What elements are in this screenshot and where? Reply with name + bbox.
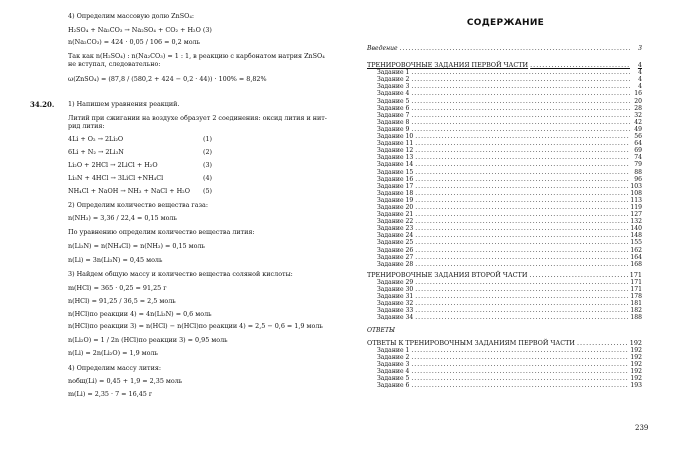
- toc-entry[interactable]: [367, 368, 642, 375]
- toc-entry[interactable]: [367, 154, 642, 161]
- text-line: n(HCl) = 91,25 / 36,5 = 2,5 моль: [68, 297, 176, 305]
- toc-page-number: 74: [634, 154, 642, 162]
- text-line: не вступал, следовательно:: [68, 60, 161, 68]
- toc-leader-dots: [415, 293, 628, 300]
- equation: 4Li + O₂ → 2Li₂O: [68, 135, 124, 143]
- toc-leader-dots: [415, 190, 628, 197]
- toc-leader-dots: [415, 211, 628, 218]
- toc-leader-dots: [415, 133, 630, 140]
- toc-entry[interactable]: [367, 98, 642, 105]
- toc-page-number: 103: [630, 182, 642, 190]
- toc-page-number: 192: [630, 346, 642, 354]
- toc-page-number: 3: [638, 45, 642, 52]
- toc-page-number: 162: [630, 246, 642, 254]
- toc-section-1[interactable]: [367, 62, 642, 69]
- toc-label: Задание 11: [377, 140, 414, 148]
- toc-leader-dots: [415, 300, 628, 307]
- toc-page-number: 69: [634, 147, 642, 155]
- text-line: рид лития:: [68, 122, 105, 130]
- toc-entry[interactable]: [367, 183, 642, 190]
- toc-leader-dots: [415, 204, 628, 211]
- toc-entry[interactable]: [367, 197, 642, 204]
- toc-entry[interactable]: [367, 254, 642, 261]
- toc-label: Задание 1: [377, 69, 410, 77]
- toc-leader-dots: [411, 375, 628, 382]
- toc-label: Задание 2: [377, 76, 410, 84]
- toc-label: Задание 30: [377, 286, 414, 293]
- text-line: n(HCl)по реакции 4) = 4n(Li₃N) = 0,6 моль: [68, 310, 212, 318]
- toc-leader-dots: [411, 361, 628, 368]
- text-line: n(Li₂O) = 1 / 2n (HCl)по реакции 3) = 0,95 моль: [68, 336, 228, 344]
- toc-entry[interactable]: [367, 218, 642, 225]
- toc-label: Задание 24: [377, 232, 414, 240]
- text-line: 4) Определим массовую долю ZnSO₄:: [68, 12, 195, 20]
- toc-page-number: 188: [630, 314, 642, 322]
- toc-entry[interactable]: [367, 300, 642, 307]
- toc-label: Задание 27: [377, 253, 414, 261]
- toc-entry[interactable]: [367, 119, 642, 126]
- text-line: H₂SO₄ + Na₂CO₃ → Na₂SO₄ + CO₂ + H₂O (3): [68, 26, 212, 34]
- toc-entry[interactable]: [367, 314, 642, 321]
- toc-label: Задание 7: [377, 111, 410, 119]
- equation-number: (2): [203, 148, 213, 156]
- toc-leader-dots: [415, 279, 628, 286]
- toc-page-number: 182: [630, 307, 642, 315]
- toc-entry-intro[interactable]: [367, 45, 642, 52]
- toc-entry[interactable]: [367, 225, 642, 232]
- toc-leader-dots: [415, 140, 630, 147]
- toc-leader-dots: [415, 247, 628, 254]
- toc-entry[interactable]: [367, 307, 642, 314]
- toc-leader-dots: [415, 169, 630, 176]
- text-line: n(HCl)по реакции 3) = n(HCl) − n(HCl)по реакции 4) = 2,5 − 0,6 = 1,9 моль: [68, 322, 323, 330]
- problem-number: 34.20.: [30, 100, 55, 109]
- toc-page-number: 56: [634, 133, 642, 141]
- toc-entry[interactable]: [367, 69, 642, 76]
- text-line: m(Li) = 2,35 · 7 = 16,45 г: [68, 390, 153, 398]
- toc-label: Задание 34: [377, 314, 414, 322]
- toc-entry[interactable]: [367, 90, 642, 97]
- toc-label: Задание 14: [377, 161, 414, 169]
- text-line: 1) Напишем уравнения реакций.: [68, 100, 180, 108]
- toc-leader-dots: [411, 90, 630, 97]
- toc-label: Задание 28: [377, 260, 414, 268]
- toc-page-number: 4: [638, 69, 642, 77]
- toc-leader-dots: [529, 272, 627, 279]
- toc-entry[interactable]: [367, 147, 642, 154]
- toc-label: Задание 21: [377, 211, 414, 219]
- text-line: m(HCl) = 365 · 0,25 = 91,25 г: [68, 284, 167, 292]
- toc-entry[interactable]: [367, 347, 642, 354]
- text-line: 2) Определим количество вещества газа:: [68, 201, 209, 209]
- toc-label: Задание 17: [377, 182, 414, 190]
- text-line: n(NH₃) = 3,36 / 22,4 = 0,15 моль: [68, 214, 177, 222]
- toc-page-number: 192: [630, 360, 642, 368]
- toc-entry[interactable]: [367, 293, 642, 300]
- toc-entry[interactable]: [367, 169, 642, 176]
- equation-number: (3): [203, 161, 213, 169]
- toc-label: Задание 23: [377, 225, 414, 233]
- toc-label: Задание 6: [377, 382, 410, 390]
- toc-page-number: 171: [629, 270, 642, 279]
- toc-page-number: 49: [634, 125, 642, 133]
- toc-page-number: 42: [634, 118, 642, 126]
- toc-label: Введение: [367, 45, 398, 52]
- toc-page-number: 113: [630, 196, 642, 204]
- toc-label: Задание 25: [377, 239, 414, 247]
- toc-leader-dots: [411, 354, 628, 361]
- toc-page-number: 178: [630, 293, 642, 301]
- toc-page-number: 192: [630, 353, 642, 361]
- equation-number: (4): [203, 174, 213, 182]
- toc-label: Задание 1: [377, 346, 410, 354]
- toc-entry[interactable]: [367, 382, 642, 389]
- toc-leader-dots: [415, 239, 628, 246]
- page-number: 239: [635, 424, 649, 432]
- toc-page-number: 88: [634, 168, 642, 176]
- toc-label: Задание 33: [377, 307, 414, 315]
- toc-page-number: 168: [630, 260, 642, 268]
- toc-title: СОДЕРЖАНИЕ: [466, 18, 545, 28]
- toc-leader-dots: [415, 286, 628, 293]
- toc-label: Задание 5: [377, 375, 410, 383]
- text-line: ω(ZnSO₄) = (87,8 / (580,2 + 424 − 0,2 · 44)) · 100% = 8,82%: [68, 75, 267, 83]
- toc-page-number: 155: [630, 239, 642, 247]
- toc-leader-dots: [411, 119, 630, 126]
- toc-section-3[interactable]: [367, 340, 642, 347]
- toc-page-number: 193: [630, 382, 642, 390]
- toc-page-number: 192: [630, 367, 642, 375]
- toc-label: Задание 15: [377, 168, 414, 176]
- toc-label: Задание 4: [377, 90, 410, 98]
- toc-label: Задание 32: [377, 300, 414, 308]
- toc-page-number: 4: [638, 76, 642, 84]
- toc-leader-dots: [411, 112, 630, 119]
- toc-page-number: 181: [630, 300, 642, 308]
- toc-entry[interactable]: [367, 232, 642, 239]
- toc-leader-dots: [411, 98, 630, 105]
- equation-number: (5): [203, 187, 213, 195]
- toc-page-number: 64: [634, 140, 642, 148]
- toc-label: Задание 26: [377, 246, 414, 254]
- toc-page-number: 4: [637, 61, 642, 70]
- toc-entry[interactable]: [367, 279, 642, 286]
- toc-entry[interactable]: [367, 286, 642, 293]
- toc-leader-dots: [530, 62, 630, 69]
- toc-label: Задание 3: [377, 360, 410, 368]
- equation: 6Li + N₂ → 2Li₃N: [68, 148, 124, 156]
- equation-number: (1): [203, 135, 213, 143]
- toc-leader-dots: [415, 314, 628, 321]
- toc-leader-dots: [415, 154, 630, 161]
- toc-label: Задание 5: [377, 97, 410, 105]
- toc-label: Задание 9: [377, 125, 410, 133]
- equation: Li₂O + 2HCl → 2LiCl + H₂O: [68, 161, 158, 169]
- toc-page-number: 192: [630, 375, 642, 383]
- answers-heading: ОТВЕТЫ: [367, 327, 396, 335]
- text-line: Так как n(H₂SO₄) : n(Na₂CO₃) = 1 : 1, в реакцию с карбонатом натрия ZnSO₄: [68, 52, 325, 60]
- toc-leader-dots: [415, 183, 628, 190]
- toc-entry[interactable]: [367, 190, 642, 197]
- toc-label: Задание 13: [377, 154, 414, 162]
- toc-page-number: 4: [638, 83, 642, 91]
- table-of-contents: [367, 45, 642, 389]
- toc-page-number: 28: [634, 104, 642, 112]
- toc-section-2[interactable]: [367, 272, 642, 279]
- toc-label: Задание 31: [377, 293, 414, 301]
- toc-entry[interactable]: [367, 133, 642, 140]
- toc-entry[interactable]: [367, 354, 642, 361]
- toc-page-number: 79: [634, 161, 642, 169]
- toc-label: Задание 18: [377, 189, 414, 197]
- toc-page-number: 148: [630, 232, 642, 240]
- toc-page-number: 140: [630, 225, 642, 233]
- toc-leader-dots: [411, 347, 628, 354]
- toc-page-number: 127: [630, 211, 642, 219]
- toc-label: Задание 10: [377, 133, 414, 141]
- toc-label: Задание 8: [377, 118, 410, 126]
- text-line: 3) Найдем общую массу и количество вещества соляной кислоты:: [68, 270, 293, 278]
- toc-page-number: 192: [629, 338, 642, 347]
- toc-page-number: 171: [630, 278, 642, 286]
- toc-entry[interactable]: [367, 176, 642, 183]
- text-line: n(Na₂CO₃) = 424 · 0,05 / 106 = 0,2 моль: [68, 38, 201, 46]
- toc-leader-dots: [415, 147, 630, 154]
- toc-entry[interactable]: [367, 375, 642, 382]
- toc-label: Задание 20: [377, 203, 414, 211]
- toc-page-number: 108: [630, 189, 642, 197]
- text-line: 4) Определим массу лития:: [68, 364, 162, 372]
- toc-leader-dots: [411, 105, 630, 112]
- toc-entry[interactable]: [367, 239, 642, 246]
- toc-page-number: 119: [630, 203, 642, 211]
- toc-entry[interactable]: [367, 361, 642, 368]
- toc-label: Задание 2: [377, 353, 410, 361]
- toc-entry[interactable]: [367, 211, 642, 218]
- toc-label: Задание 4: [377, 367, 410, 375]
- toc-leader-dots: [411, 126, 630, 133]
- toc-entry[interactable]: [367, 112, 642, 119]
- toc-leader-dots: [411, 382, 628, 389]
- text-line: n(Li) = 3n(Li₃N) = 0,45 моль: [68, 256, 163, 264]
- toc-label: ТРЕНИРОВОЧНЫЕ ЗАДАНИЯ ВТОРОЙ ЧАСТИ: [367, 270, 528, 279]
- toc-leader-dots: [411, 76, 630, 83]
- toc-entry[interactable]: [367, 161, 642, 168]
- right-page: [337, 0, 674, 449]
- toc-page-number: 20: [634, 97, 642, 105]
- toc-label: ОТВЕТЫ К ТРЕНИРОВОЧНЫМ ЗАДАНИЯМ ПЕРВОЙ ЧАСТИ: [367, 338, 575, 347]
- toc-label: Задание 12: [377, 147, 414, 155]
- toc-page-number: 171: [630, 286, 642, 293]
- toc-label: Задание 22: [377, 218, 414, 226]
- toc-entry[interactable]: [367, 204, 642, 211]
- text-line: n(Li₃N) = n(NH₄Cl) = n(NH₃) = 0,15 моль: [68, 242, 206, 250]
- toc-leader-dots: [577, 340, 628, 347]
- toc-label: Задание 6: [377, 104, 410, 112]
- text-line: nобщ(Li) = 0,45 + 1,9 = 2,35 моль: [68, 377, 183, 385]
- toc-label: Задание 16: [377, 175, 414, 183]
- toc-leader-dots: [411, 368, 628, 375]
- equation: NH₄Cl + NaOH → NH₃ + NaCl + H₂O: [68, 187, 190, 195]
- toc-label: Задание 29: [377, 278, 414, 286]
- toc-page-number: 132: [630, 218, 642, 226]
- toc-leader-dots: [415, 197, 628, 204]
- toc-page-number: 32: [634, 111, 642, 119]
- toc-label: Задание 3: [377, 83, 410, 91]
- toc-leader-dots: [415, 161, 630, 168]
- toc-leader-dots: [415, 218, 628, 225]
- toc-label: ТРЕНИРОВОЧНЫЕ ЗАДАНИЯ ПЕРВОЙ ЧАСТИ: [367, 61, 529, 70]
- toc-entry[interactable]: [367, 140, 642, 147]
- toc-leader-dots: [415, 261, 628, 268]
- text-line: n(Li) = 2n(Li₂O) = 1,9 моль: [68, 349, 159, 357]
- toc-leader-dots: [415, 176, 630, 183]
- toc-leader-dots: [411, 83, 630, 90]
- toc-leader-dots: [415, 307, 628, 314]
- toc-leader-dots: [415, 225, 628, 232]
- toc-entry[interactable]: [367, 76, 642, 83]
- toc-leader-dots: [415, 232, 628, 239]
- toc-leader-dots: [411, 69, 630, 76]
- toc-leader-dots: [400, 45, 630, 52]
- toc-entry[interactable]: [367, 83, 642, 90]
- text-line: Литий при сжигании на воздухе образует 2 соединения: оксид лития и нит-: [68, 114, 327, 122]
- toc-page-number: 96: [634, 175, 642, 183]
- text-line: По уравнению определим количество вещества лития:: [68, 228, 255, 236]
- toc-entry[interactable]: [367, 126, 642, 133]
- toc-leader-dots: [415, 254, 628, 261]
- toc-page-number: 16: [634, 90, 642, 98]
- toc-entry[interactable]: [367, 261, 642, 268]
- toc-label: Задание 19: [377, 196, 414, 204]
- toc-page-number: 164: [630, 253, 642, 261]
- equation: Li₃N + 4HCl → 3LiCl +NH₄Cl: [68, 174, 164, 182]
- toc-entry[interactable]: [367, 247, 642, 254]
- toc-entry[interactable]: [367, 105, 642, 112]
